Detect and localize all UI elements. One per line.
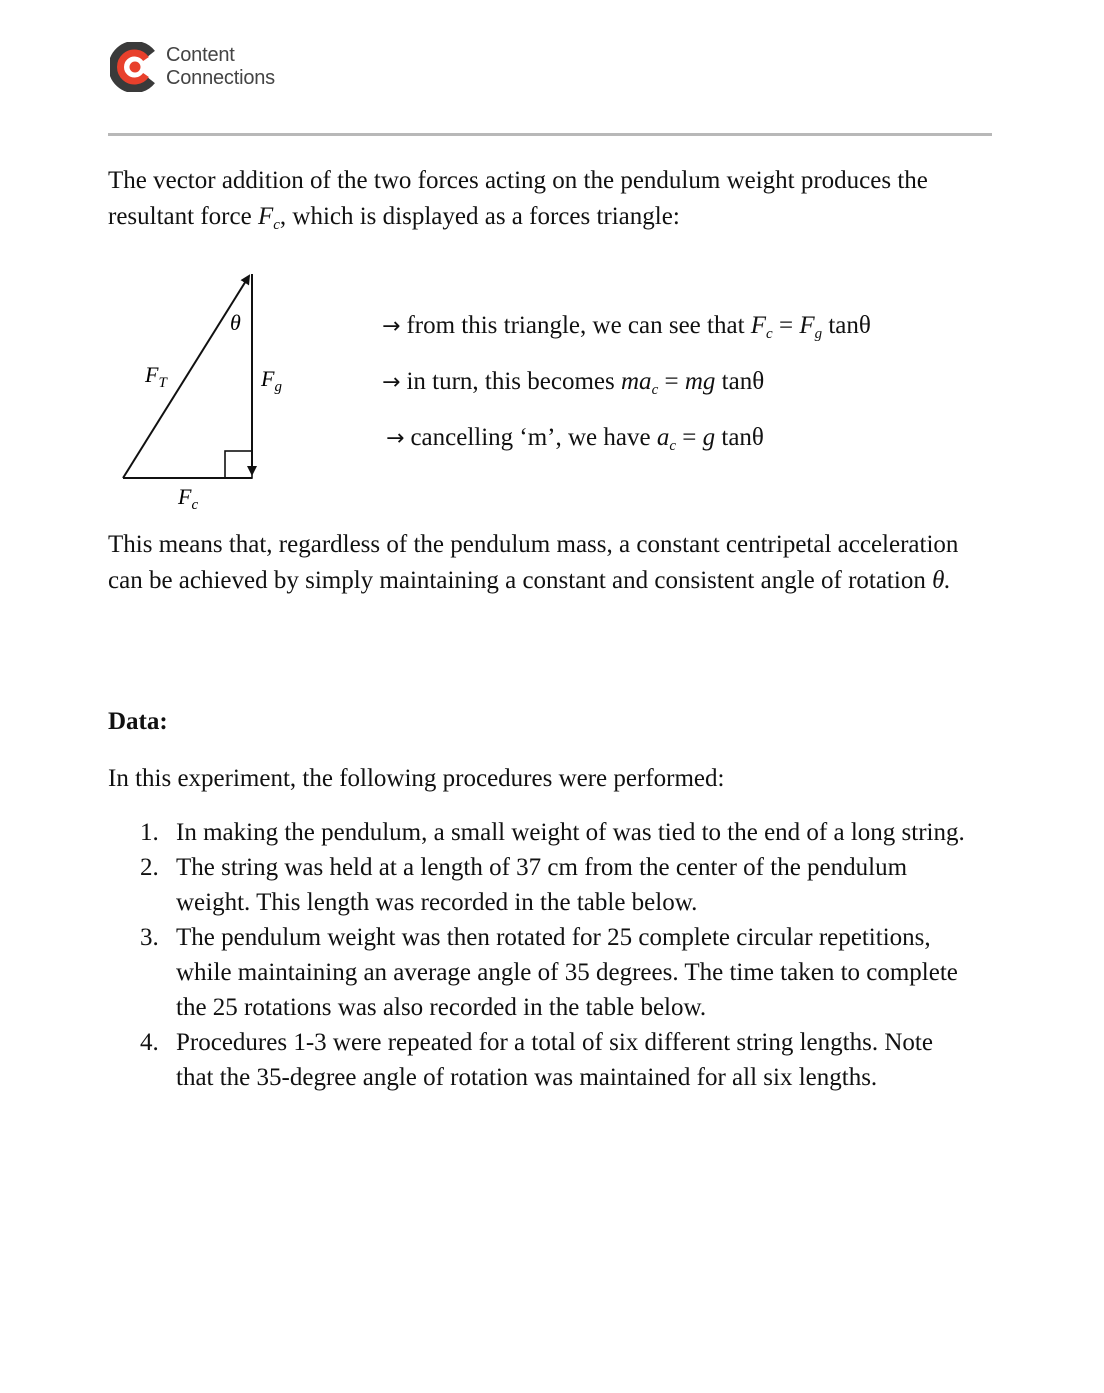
data-heading: Data:: [108, 708, 168, 735]
derivation-line-2: [382, 366, 764, 399]
conclusion-text: This means that, regardless of the pendulum mass, a constant centripetal acceleration can be achieved by simply maintaining a constant and consistent angle of rotation: [108, 531, 959, 594]
list-item-text: The pendulum weight was then rotated for 25 complete circular repetitions, while maintaining an average angle of 35 degrees. The time taken to complete the 25 rotations was also recorded in the table below.: [176, 924, 958, 1021]
intro-text-before: The vector addition of the two forces acting on the pendulum weight produces the resultant force: [108, 167, 928, 230]
list-item-number: 4.: [140, 1029, 159, 1056]
eq2-lhs: ma: [621, 368, 652, 395]
right-angle-marker: [225, 451, 252, 478]
eq2-tan: tanθ: [715, 368, 765, 395]
fg-label-sub: g: [274, 379, 282, 395]
list-item-number: 3.: [140, 924, 159, 951]
derivation-line-1: [382, 310, 871, 343]
header-divider: [108, 133, 992, 136]
eq2-equals: =: [658, 368, 685, 395]
brand-name-line2: Connections: [166, 67, 275, 89]
theta-label: θ: [230, 310, 241, 335]
ft-label-main: F: [145, 362, 159, 387]
fc-label: [177, 484, 198, 513]
intro-text-after: , which is displayed as a forces triangle:: [279, 203, 680, 230]
fg-label: [260, 366, 282, 395]
list-item-text: The string was held at a length of 37 cm from the center of the pendulum weight. This length was recorded in the table below.: [176, 854, 908, 916]
eq1-tan: tanθ: [822, 312, 871, 339]
fg-label-main: F: [261, 366, 275, 391]
intro-symbol: F: [257, 203, 274, 230]
eq1-rhs-sub: g: [814, 326, 823, 342]
derivation-line-3: [386, 422, 764, 455]
fc-label-main: F: [178, 484, 192, 509]
right-arrow-icon: →: [386, 426, 405, 451]
list-item: [108, 920, 968, 1025]
ft-label-sub: T: [158, 375, 167, 391]
list-item-number: 2.: [140, 854, 159, 881]
intro-symbol-sub: c: [273, 217, 280, 233]
eq1-lhs-sub: c: [766, 326, 773, 342]
derivation-2-text: in turn, this becomes: [406, 368, 621, 395]
ft-label: [144, 362, 168, 391]
eq3-equals: =: [676, 424, 703, 451]
fc-label-sub: c: [191, 497, 199, 513]
eq3-lhs: a: [656, 424, 670, 451]
list-item-number: 1.: [140, 819, 159, 846]
conclusion-paragraph: [108, 527, 998, 599]
list-item: [108, 850, 968, 920]
eq1-rhs: F: [799, 312, 815, 339]
right-arrow-icon: →: [382, 314, 401, 339]
list-item: [108, 1025, 968, 1095]
eq1-equals: =: [772, 312, 800, 339]
eq3-tan: tanθ: [715, 424, 764, 451]
intro-paragraph: [108, 163, 998, 235]
list-item-text: Procedures 1-3 were repeated for a total of six different string lengths. Note that the 35-degree angle of rotation was maintained for all six lengths.: [176, 1029, 933, 1091]
forces-triangle-diagram: [115, 262, 315, 518]
conclusion-symbol: θ.: [932, 567, 951, 594]
eq1-lhs: F: [750, 312, 767, 339]
brand-name-line1: Content: [166, 44, 235, 66]
tension-vector: [123, 276, 249, 478]
data-intro: In this experiment, the following procedures were performed:: [108, 765, 725, 792]
list-item: [108, 815, 968, 850]
procedure-list: [108, 815, 968, 1095]
eq2-rhs: mg: [684, 368, 716, 395]
brand-name: [166, 44, 275, 90]
right-arrow-icon: →: [382, 370, 401, 395]
eq2-lhs-sub: c: [651, 382, 659, 398]
brand-logo: [110, 40, 310, 96]
eq3-rhs: g: [702, 424, 716, 451]
eq3-lhs-sub: c: [669, 438, 677, 454]
content-connections-logo-icon: [110, 42, 160, 92]
derivation-1-text: from this triangle, we can see that: [406, 312, 751, 339]
derivation-3-text: cancelling ‘m’, we have: [410, 424, 657, 451]
list-item-text: In making the pendulum, a small weight of was tied to the end of a long string.: [176, 819, 965, 846]
